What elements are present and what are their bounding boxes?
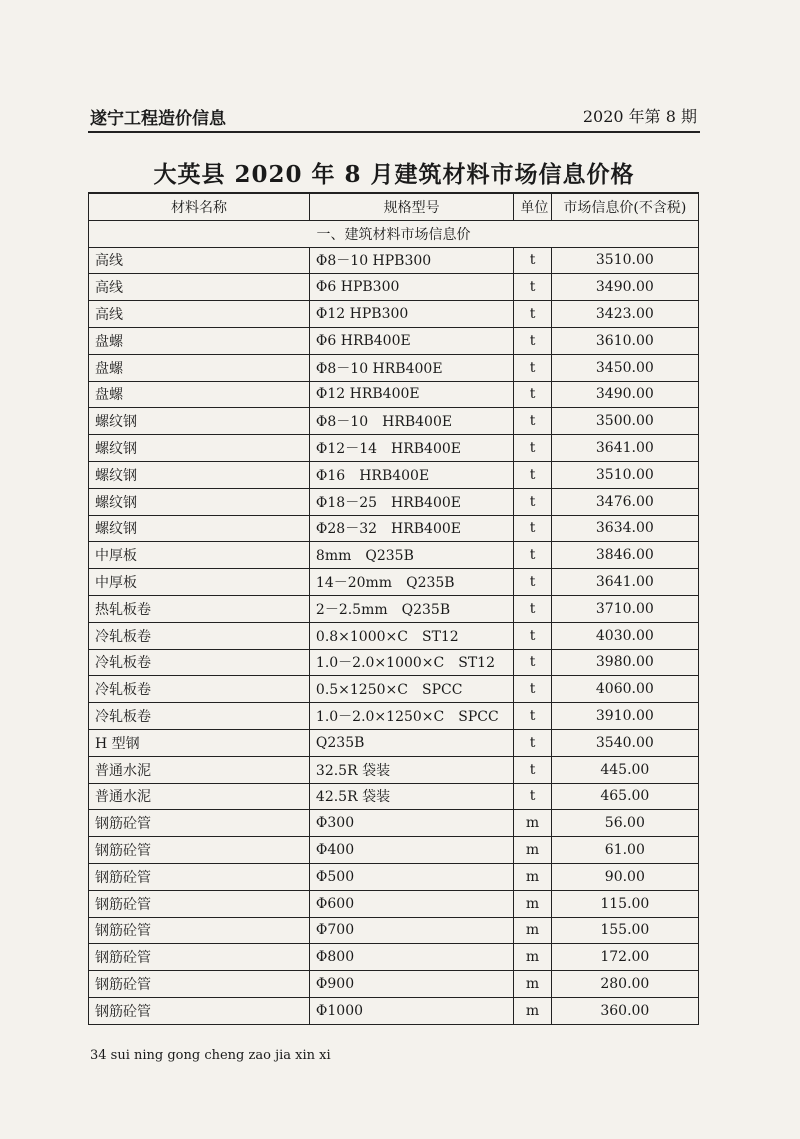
unit-cell: t <box>514 301 551 328</box>
unit-cell: t <box>514 783 551 810</box>
unit-cell: m <box>514 810 551 837</box>
price-cell: 3846.00 <box>551 542 698 569</box>
price-cell: 3490.00 <box>551 274 698 301</box>
spec-cell: Φ400 <box>309 837 513 864</box>
table-row <box>89 542 699 569</box>
spec-cell: 0.5×1250×C SPCC <box>309 676 513 703</box>
spec-cell: 42.5R 袋装 <box>309 783 513 810</box>
price-cell: 3510.00 <box>551 247 698 274</box>
table-row <box>89 569 699 596</box>
table-row <box>89 703 699 730</box>
unit-cell: t <box>514 703 551 730</box>
price-cell: 172.00 <box>551 944 698 971</box>
spec-cell: Φ12－14 HRB400E <box>309 435 513 462</box>
spec-cell: Φ12 HRB400E <box>309 381 513 408</box>
material-name-cell: 钢筋砼管 <box>89 944 310 971</box>
material-name-cell: 钢筋砼管 <box>89 863 310 890</box>
unit-cell: t <box>514 569 551 596</box>
unit-cell: t <box>514 354 551 381</box>
material-name-cell: 高线 <box>89 274 310 301</box>
table-row <box>89 917 699 944</box>
unit-cell: m <box>514 997 551 1024</box>
table-row <box>89 461 699 488</box>
unit-cell: t <box>514 461 551 488</box>
price-cell: 3634.00 <box>551 515 698 542</box>
unit-cell: t <box>514 408 551 435</box>
table-row <box>89 515 699 542</box>
spec-cell: 1.0－2.0×1000×C ST12 <box>309 649 513 676</box>
table-row <box>89 890 699 917</box>
unit-cell: t <box>514 756 551 783</box>
header-divider <box>88 131 700 133</box>
table-row <box>89 837 699 864</box>
price-cell: 280.00 <box>551 971 698 998</box>
material-name-cell: 冷轧板卷 <box>89 622 310 649</box>
spec-cell: 0.8×1000×C ST12 <box>309 622 513 649</box>
spec-cell: Φ600 <box>309 890 513 917</box>
spec-cell: 2－2.5mm Q235B <box>309 595 513 622</box>
table-row <box>89 997 699 1024</box>
page-title: 大英县 2020 年 8 月建筑材料市场信息价格 <box>153 161 635 188</box>
material-name-cell: 高线 <box>89 247 310 274</box>
material-name-cell: 钢筋砼管 <box>89 837 310 864</box>
table-row <box>89 810 699 837</box>
material-name-cell: 高线 <box>89 301 310 328</box>
page-footer: 34 sui ning gong cheng zao jia xin xi <box>90 1048 331 1063</box>
spec-cell: Φ8－10 HRB400E <box>309 354 513 381</box>
unit-cell: t <box>514 274 551 301</box>
material-name-cell: 螺纹钢 <box>89 461 310 488</box>
price-cell: 3980.00 <box>551 649 698 676</box>
spec-cell: Φ800 <box>309 944 513 971</box>
table-row <box>89 327 699 354</box>
price-cell: 61.00 <box>551 837 698 864</box>
table-row <box>89 676 699 703</box>
material-name-cell: 冷轧板卷 <box>89 649 310 676</box>
material-name-cell: 盘螺 <box>89 381 310 408</box>
price-cell: 4030.00 <box>551 622 698 649</box>
spec-cell: Φ6 HPB300 <box>309 274 513 301</box>
section-row <box>89 220 699 247</box>
spec-cell: 8mm Q235B <box>309 542 513 569</box>
spec-cell: Φ300 <box>309 810 513 837</box>
price-cell: 445.00 <box>551 756 698 783</box>
table-row <box>89 247 699 274</box>
unit-cell: t <box>514 622 551 649</box>
spec-cell: Φ500 <box>309 863 513 890</box>
section-title: 一、建筑材料市场信息价 <box>89 220 699 247</box>
unit-cell: m <box>514 944 551 971</box>
spec-cell: Φ28－32 HRB400E <box>309 515 513 542</box>
table-row <box>89 944 699 971</box>
table-row <box>89 783 699 810</box>
spec-cell: Q235B <box>309 729 513 756</box>
material-name-cell: 螺纹钢 <box>89 488 310 515</box>
spec-cell: 1.0－2.0×1250×C SPCC <box>309 703 513 730</box>
unit-cell: t <box>514 542 551 569</box>
table-row <box>89 381 699 408</box>
material-name-cell: 螺纹钢 <box>89 435 310 462</box>
header-spec: 规格型号 <box>309 193 513 220</box>
price-cell: 3423.00 <box>551 301 698 328</box>
spec-cell: Φ8－10 HRB400E <box>309 408 513 435</box>
unit-cell: t <box>514 381 551 408</box>
table-row <box>89 756 699 783</box>
issue-label: 2020 年第 8 期 <box>582 107 697 126</box>
unit-cell: m <box>514 837 551 864</box>
material-name-cell: 钢筋砼管 <box>89 810 310 837</box>
publication-name: 遂宁工程造价信息 <box>90 109 226 129</box>
header-unit: 单位 <box>514 193 551 220</box>
unit-cell: t <box>514 595 551 622</box>
price-cell: 465.00 <box>551 783 698 810</box>
unit-cell: m <box>514 917 551 944</box>
unit-cell: t <box>514 649 551 676</box>
material-name-cell: 钢筋砼管 <box>89 971 310 998</box>
price-cell: 3610.00 <box>551 327 698 354</box>
price-cell: 3710.00 <box>551 595 698 622</box>
price-cell: 3490.00 <box>551 381 698 408</box>
unit-cell: m <box>514 971 551 998</box>
price-table <box>88 192 699 1025</box>
material-name-cell: 普通水泥 <box>89 783 310 810</box>
table-body <box>89 220 699 1024</box>
material-name-cell: 钢筋砼管 <box>89 890 310 917</box>
spec-cell: Φ12 HPB300 <box>309 301 513 328</box>
price-cell: 3641.00 <box>551 569 698 596</box>
table-row <box>89 435 699 462</box>
price-cell: 3910.00 <box>551 703 698 730</box>
material-name-cell: 冷轧板卷 <box>89 703 310 730</box>
price-cell: 360.00 <box>551 997 698 1024</box>
table-row <box>89 408 699 435</box>
table-row <box>89 274 699 301</box>
spec-cell: Φ16 HRB400E <box>309 461 513 488</box>
table-row <box>89 595 699 622</box>
material-name-cell: 中厚板 <box>89 542 310 569</box>
price-cell: 3450.00 <box>551 354 698 381</box>
table-row <box>89 729 699 756</box>
table-row <box>89 488 699 515</box>
price-cell: 155.00 <box>551 917 698 944</box>
spec-cell: Φ6 HRB400E <box>309 327 513 354</box>
unit-cell: t <box>514 515 551 542</box>
unit-cell: t <box>514 676 551 703</box>
header-material-name: 材料名称 <box>89 193 310 220</box>
material-name-cell: 热轧板卷 <box>89 595 310 622</box>
table-header-row <box>89 193 699 220</box>
table-row <box>89 649 699 676</box>
material-name-cell: 螺纹钢 <box>89 408 310 435</box>
table-row <box>89 301 699 328</box>
price-cell: 3540.00 <box>551 729 698 756</box>
spec-cell: 14－20mm Q235B <box>309 569 513 596</box>
spec-cell: Φ18－25 HRB400E <box>309 488 513 515</box>
price-cell: 56.00 <box>551 810 698 837</box>
table-row <box>89 971 699 998</box>
unit-cell: m <box>514 890 551 917</box>
price-cell: 3510.00 <box>551 461 698 488</box>
material-name-cell: 钢筋砼管 <box>89 917 310 944</box>
material-name-cell: 螺纹钢 <box>89 515 310 542</box>
material-name-cell: 普通水泥 <box>89 756 310 783</box>
unit-cell: t <box>514 488 551 515</box>
header-price: 市场信息价(不含税) <box>551 193 698 220</box>
material-name-cell: 中厚板 <box>89 569 310 596</box>
table-row <box>89 863 699 890</box>
unit-cell: t <box>514 247 551 274</box>
table-row <box>89 622 699 649</box>
material-name-cell: 盘螺 <box>89 354 310 381</box>
spec-cell: Φ8－10 HPB300 <box>309 247 513 274</box>
material-name-cell: 冷轧板卷 <box>89 676 310 703</box>
spec-cell: Φ1000 <box>309 997 513 1024</box>
material-name-cell: 钢筋砼管 <box>89 997 310 1024</box>
unit-cell: t <box>514 729 551 756</box>
price-cell: 90.00 <box>551 863 698 890</box>
price-cell: 4060.00 <box>551 676 698 703</box>
spec-cell: Φ700 <box>309 917 513 944</box>
material-name-cell: H 型钢 <box>89 729 310 756</box>
price-cell: 3500.00 <box>551 408 698 435</box>
price-cell: 3641.00 <box>551 435 698 462</box>
unit-cell: t <box>514 435 551 462</box>
unit-cell: t <box>514 327 551 354</box>
table-row <box>89 354 699 381</box>
price-cell: 115.00 <box>551 890 698 917</box>
unit-cell: m <box>514 863 551 890</box>
spec-cell: Φ900 <box>309 971 513 998</box>
material-name-cell: 盘螺 <box>89 327 310 354</box>
price-cell: 3476.00 <box>551 488 698 515</box>
spec-cell: 32.5R 袋装 <box>309 756 513 783</box>
